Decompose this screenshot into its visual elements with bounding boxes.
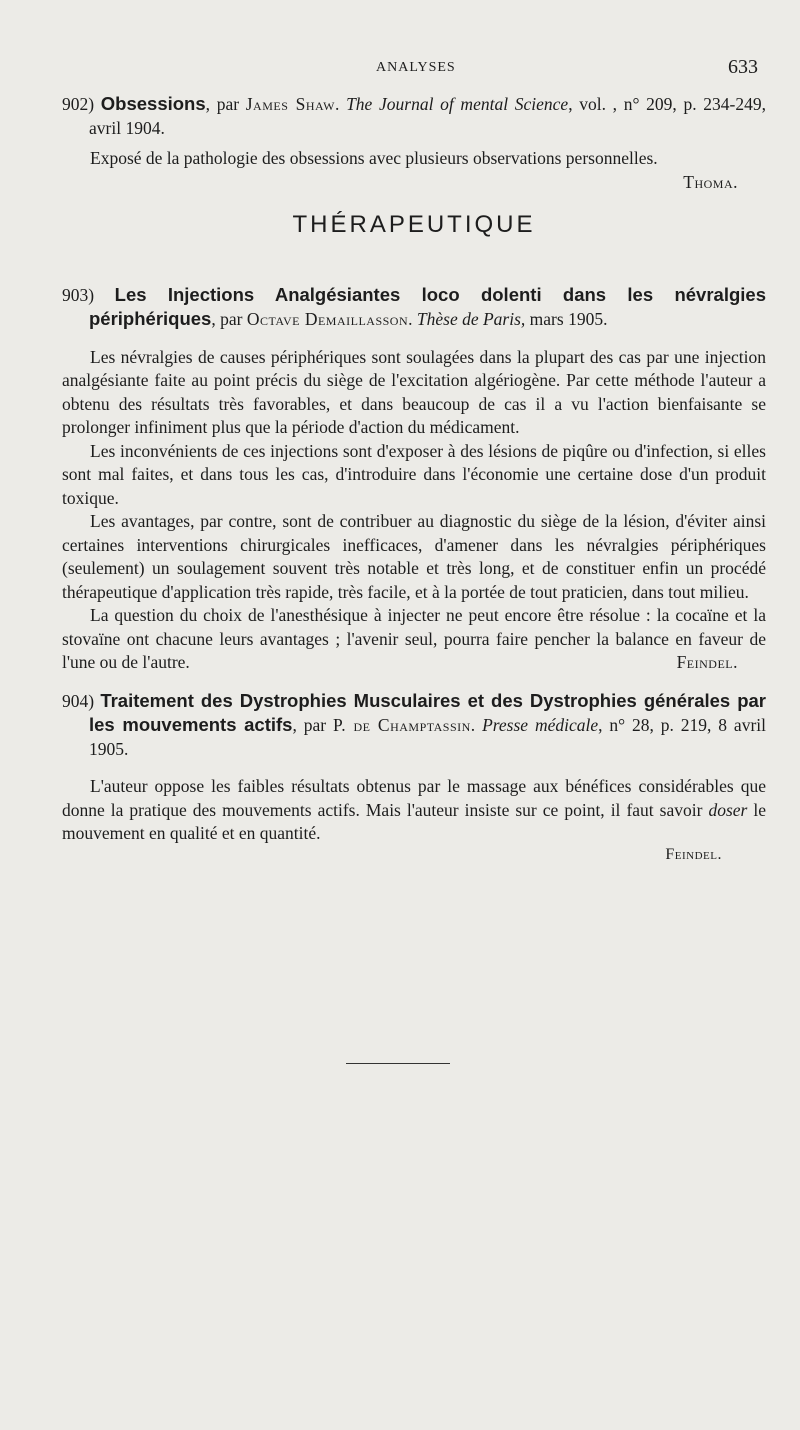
entry-number: 904) (62, 690, 95, 711)
entry-author: Octave Demaillasson (246, 309, 409, 329)
entry-journal: Presse médicale (482, 715, 599, 735)
entry-signature: Feindel. (665, 845, 722, 863)
running-head: ANALYSES (376, 60, 456, 75)
entry-903-paragraph-2: Les inconvénients de ces injections sont d'exposer à des lésions de piqûre ou d'infection, si elles sont mal faites, et dans tous les cas, d'introduire dans l'économie une certaine dose d'un produit toxique. (62, 440, 766, 508)
entry-title: Traitement des Dystrophies Musculaires et des Dystrophies générales par les mouvements actifs (89, 689, 766, 735)
page-content (62, 92, 766, 864)
entry-904-body (62, 775, 766, 846)
entry-number: 903) (62, 284, 95, 305)
entry-sep: . (335, 94, 347, 114)
entry-by: , par (205, 94, 246, 114)
entry-author: P. de Champtassin (332, 715, 471, 735)
page-number: 633 (728, 56, 758, 78)
entry-author: James Shaw (245, 94, 336, 114)
section-title: THÉRAPEUTIQUE (292, 210, 536, 238)
entry-journal: The Journal of mental Science (346, 94, 569, 114)
entry-signature: Thoma. (683, 171, 738, 192)
entry-904-heading (62, 689, 766, 762)
entry-thesis: Thèse de Paris, (416, 309, 526, 329)
entry-sep: . (470, 715, 483, 735)
entry-body-text: L'auteur oppose les faibles résultats obtenus par le massage aux bénéfices considérables que donne la pratique des mouvements actifs. Mais l'auteur insiste sur ce point, il faut savoir (62, 776, 766, 820)
entry-body-text: La question du choix de l'anesthésique à injecter ne peut encore être résolue : la cocaïne et la stovaïne ont chacune leurs avantages ; l'avenir seul, pourra faire pencher la balance en faveur de l'une ou de l'autre. (62, 605, 766, 672)
entry-902-heading (62, 92, 766, 140)
entry-903-paragraph-4 (62, 604, 766, 675)
entry-number: 902) (62, 94, 95, 114)
entry-by: , par (211, 309, 247, 329)
entry-by: , par (292, 715, 333, 735)
entry-date: mars 1905. (525, 309, 608, 329)
page-header (0, 56, 800, 80)
entry-reference: , n° 28, p. 219, 8 avril 1905. (89, 715, 766, 759)
entry-903-paragraph-1: Les névralgies de causes périphériques sont soulagées dans la plupart des cas par une injection analgésiante faite au point précis du siège de l'excitation algériogène. Par cette méthode l'auteur a obtenu des résultats très favorables, et dans beaucoup de cas il a vu l'action bienfaisante se prolonger infiniment plus que la période d'action du médicament. (62, 346, 766, 437)
entry-902-body (62, 147, 766, 192)
entry-body-text: Exposé de la pathologie des obsessions avec plusieurs observations personnelles. (90, 148, 658, 168)
entry-title: Les Injections Analgésiantes loco dolenti dans les névralgies périphériques (89, 283, 766, 329)
entry-sep: . (408, 309, 417, 329)
closing-rule (346, 1063, 450, 1064)
entry-body-text-end: le mouvement en qualité et en quantité. (62, 799, 766, 843)
entry-title: Obsessions (100, 93, 206, 114)
entry-body-emphasis: doser (708, 799, 748, 820)
entry-signature: Feindel. (676, 652, 738, 672)
entry-903-heading (62, 283, 766, 332)
entry-903-paragraph-3: Les avantages, par contre, sont de contribuer au diagnostic du siège de la lésion, d'éviter ainsi certaines interventions chirurgicales inefficaces, d'amener dans les névralgies périphériques (seulement) un soulagement souvent très notable et très long, et de constituer enfin un procédé thérapeutique d'application très rapide, très facile, et à la portée de tout praticien, dans tout milieu. (62, 511, 766, 602)
entry-reference: , vol. , n° 209, p. 234-249, avril 1904. (89, 94, 766, 138)
